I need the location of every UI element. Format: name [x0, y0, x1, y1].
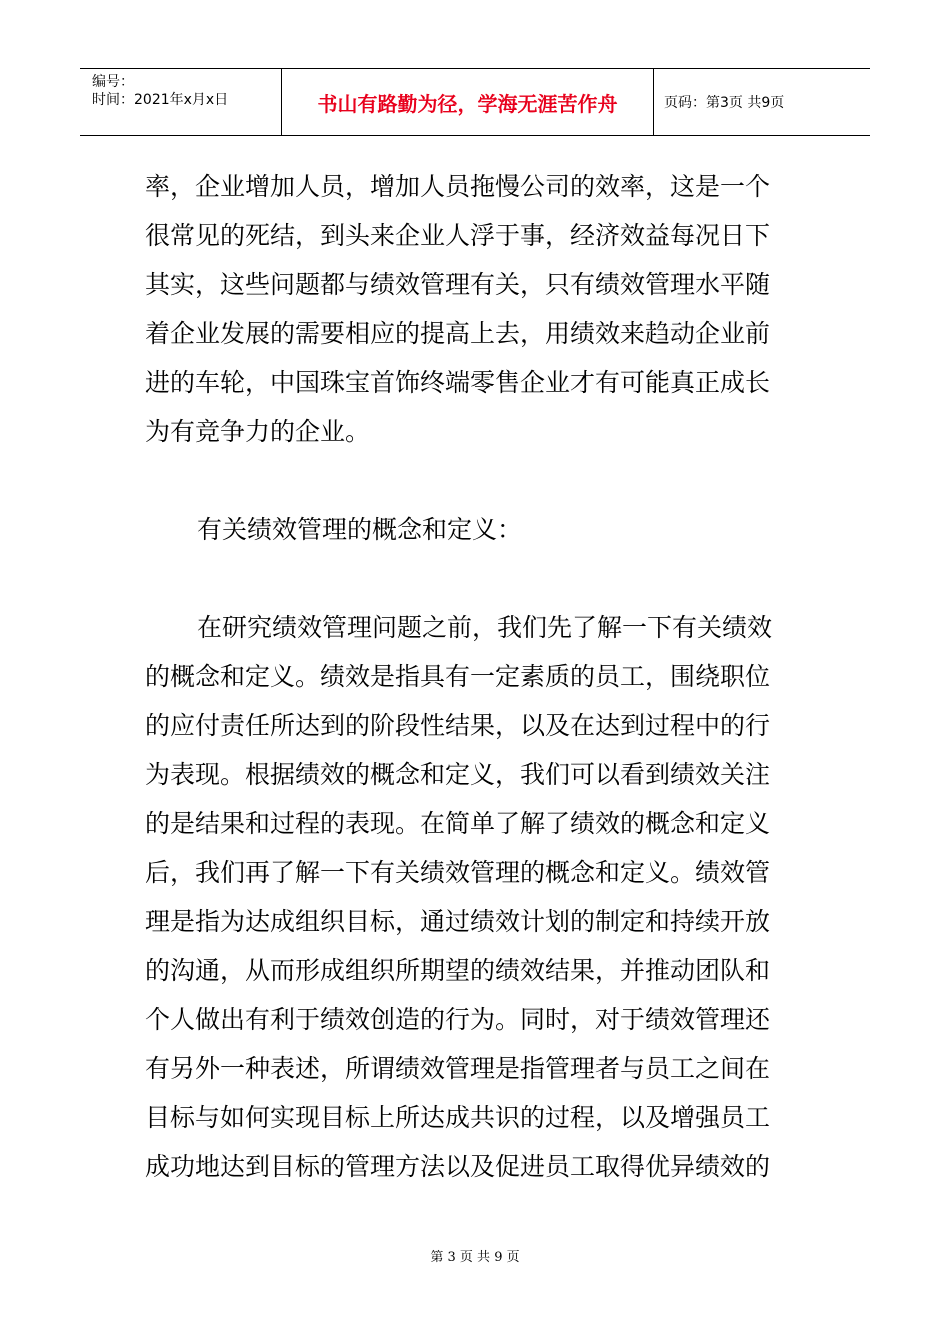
header-page-info: 页码：第3页 共9页	[664, 95, 785, 111]
body-line: 的是结果和过程的表现。在简单了解了绩效的概念和定义	[145, 809, 771, 838]
body-line: 在研究绩效管理问题之前，我们先了解一下有关绩效	[197, 613, 773, 642]
body-line: 的沟通，从而形成组织所期望的绩效结果，并推动团队和	[145, 956, 771, 985]
header-motto: 书山有路勤为径，学海无涯苦作舟	[282, 69, 654, 135]
document-number-label: 编号：	[92, 74, 134, 90]
body-line: 为表现。根据绩效的概念和定义，我们可以看到绩效关注	[145, 760, 771, 789]
document-body	[145, 162, 810, 1191]
body-line: 着企业发展的需要相应的提高上去，用绩效来趋动企业前	[145, 319, 771, 348]
body-line: 目标与如何实现目标上所达成共识的过程，以及增强员工	[145, 1103, 771, 1132]
body-line: 个人做出有利于绩效创造的行为。同时，对于绩效管理还	[145, 1005, 771, 1034]
body-line: 为有竞争力的企业。	[145, 417, 371, 446]
body-line: 其实，这些问题都与绩效管理有关，只有绩效管理水平随	[145, 270, 771, 299]
body-line: 很常见的死结，到头来企业人浮于事，经济效益每况日下	[145, 221, 771, 250]
body-line: 的概念和定义。绩效是指具有一定素质的员工，围绕职位	[145, 662, 771, 691]
page-header	[80, 68, 870, 136]
body-line: 理是指为达成组织目标，通过绩效计划的制定和持续开放	[145, 907, 771, 936]
header-meta	[80, 69, 282, 135]
body-line: 成功地达到目标的管理方法以及促进员工取得优异绩效的	[145, 1152, 771, 1181]
body-line: 率，企业增加人员，增加人员拖慢公司的效率，这是一个	[145, 172, 771, 201]
body-line: 进的车轮，中国珠宝首饰终端零售企业才有可能真正成长	[145, 368, 771, 397]
page-footer: 第 3 页 共 9 页	[430, 1250, 520, 1265]
paragraph-gap	[145, 456, 810, 505]
body-line: 后，我们再了解一下有关绩效管理的概念和定义。绩效管	[145, 858, 771, 887]
body-line: 有另外一种表述，所谓绩效管理是指管理者与员工之间在	[145, 1054, 771, 1083]
paragraph-gap	[145, 554, 810, 603]
document-date-label: 时间：2021年x月x日	[92, 92, 229, 108]
body-line: 的应付责任所达到的阶段性结果，以及在达到过程中的行	[145, 711, 771, 740]
section-heading: 有关绩效管理的概念和定义：	[197, 515, 523, 544]
